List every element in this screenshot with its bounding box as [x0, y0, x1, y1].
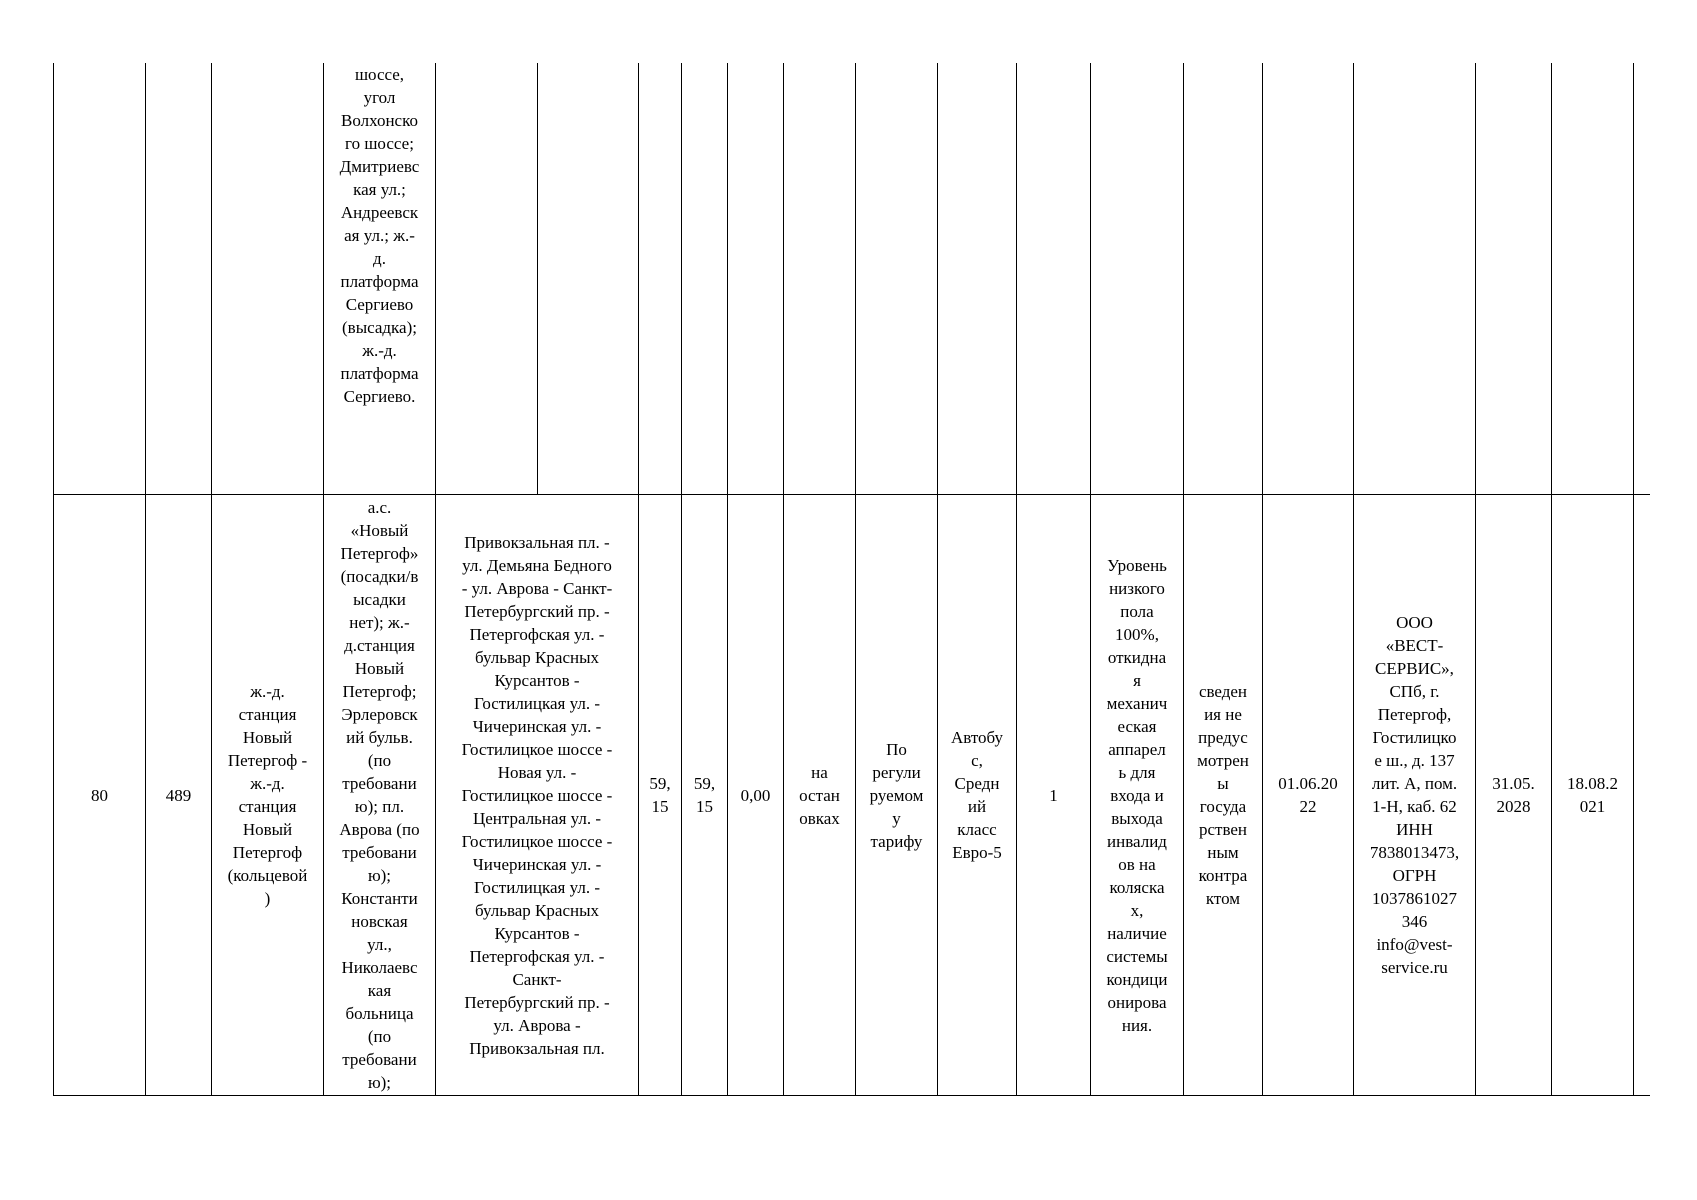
contract-info-cell: сведен ия не предус мотрен ы госуда рствен ным контра ктом [1197, 682, 1249, 908]
end-date-cell: 31.05. 2028 [1492, 774, 1535, 816]
length-back-cell: 59, 15 [693, 774, 716, 816]
prev-row-stops-cell: шоссе, угол Волхонско го шоссе; Дмитриевс кая ул.; Андреевск ая ул.; ж.- д. платформа Сергиево (высадка); ж.-д. платформа Сергиево. [339, 65, 420, 406]
streets-cell: Привокзальная пл. - ул. Демьяна Бедного - ул. Аврова - Санкт- Петербургский пр. - Петергофская ул. - бульвар Красных Курсантов - Гостилицкая ул. - Чичеринская ул. - Гостилицкое шоссе - Новая ул. - Гостилицкое шоссе - Центральная ул. - Гостилицкое шоссе - Чичеринская ул. - Гостилицкая ул. - бульвар Красных Курсантов - Петергофская ул. - Санкт- Петербургский пр. - ул. Аврова - Привокзальная пл. [461, 532, 613, 1058]
vehicle-count-cell: 1 [1049, 785, 1058, 805]
tariff-cell: По регули руемом у тарифу [869, 739, 924, 851]
vehicle-cell: Автобу с, Средн ий класс Евро-5 [950, 728, 1004, 862]
column-border-partial [537, 63, 538, 495]
zero-value-cell: 0,00 [740, 785, 771, 805]
issue-date-cell: 18.08.2 021 [1567, 774, 1618, 816]
operator-cell: ООО «ВЕСТ- СЕРВИС», СПб, г. Петергоф, Гостилицко е ш., д. 137 лит. А, пом. 1-Н, каб. 62 ИНН 7838013473, ОГРН 1037861027 346 info@vest- service.ru [1369, 613, 1460, 977]
route-name-cell: ж.-д. станция Новый Петергоф - ж.-д. станция Новый Петергоф (кольцевой ) [227, 682, 308, 908]
boarding-order-cell: на остан овках [799, 762, 840, 828]
row-number-cell: 80 [91, 785, 108, 805]
table-bottom-border [53, 1095, 1650, 1096]
length-forward-cell: 59, 15 [649, 774, 671, 816]
column-border [1633, 63, 1634, 1096]
stops-cell: а.с. «Новый Петергоф» (посадки/в ысадки нет); ж.- д.станция Новый Петергоф; Эрлеровск ий бульв. (по требовани ю); пл. Аврова (по требовани ю); Константи новская ул., Николаевс кая больница (по требовани ю); [339, 498, 420, 1092]
start-date-cell: 01.06.20 22 [1278, 774, 1338, 816]
features-cell: Уровень низкого пола 100%, откидна я механич еская аппарел ь для входа и выхода инвалид ов на коляска х, наличие системы кондици онирова ния. [1106, 555, 1168, 1035]
route-number-cell: 489 [165, 785, 192, 805]
